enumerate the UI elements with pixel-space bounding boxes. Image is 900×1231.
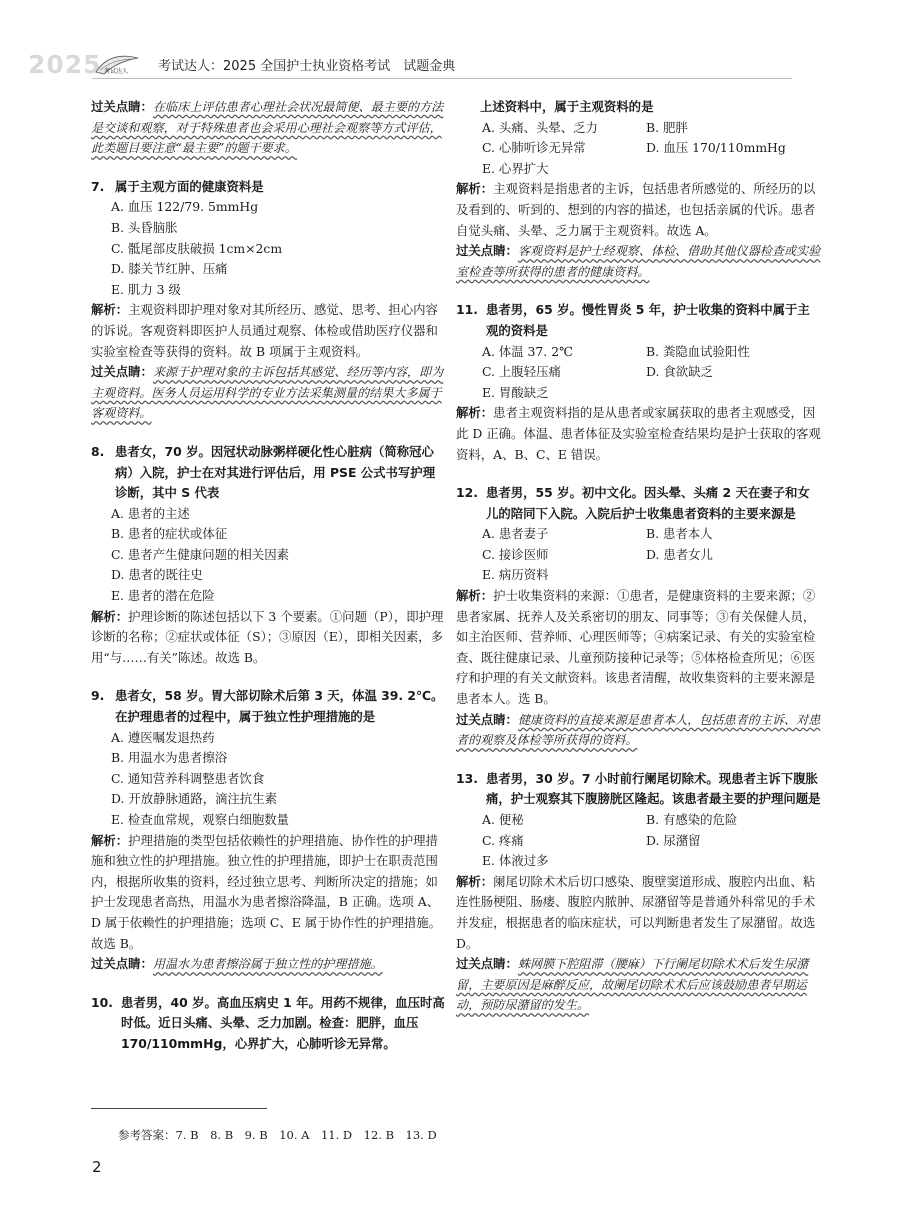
question-10-analysis: 解析：主观资料是指患者的主诉，包括患者所感觉的、所经历的以及看到的、听到的、想到的内容的描述，也包括亲属的代诉。患者自觉头痛、头晕、乏力属于主观资料。故选 A。: [456, 181, 816, 238]
option: B. 患者的症状或体征: [111, 526, 228, 542]
question-10-options: [456, 118, 821, 180]
header-rule: [92, 78, 792, 79]
svg-text:考试达人: 考试达人: [104, 68, 129, 75]
option: D. 患者女儿: [646, 546, 713, 562]
option: D. 食欲缺乏: [646, 364, 713, 380]
question-12-stem: 12. 患者男，55 岁。初中文化。因头晕、头痛 2 天在妻子和女儿的陪同下入院。入院后护士收集患者资料的主要来源是: [456, 485, 810, 521]
option: E. 心界扩大: [482, 160, 549, 176]
question-10-tip: 过关点睛：客观资料是护士经观察、体检、借助其他仪器检查或实验室检查等所获得的患者的健康资料。: [456, 243, 821, 279]
question-9-tip: 过关点睛：用温水为患者擦浴属于独立性的护理措施。: [91, 956, 383, 972]
answer-key: 参考答案：7. B 8. B 9. B 10. A 11. D 12. B 13. D: [118, 1128, 437, 1142]
question-13-analysis: 解析：阑尾切除术术后切口感染、腹壁窦道形成、腹腔内出血、粘连性肠梗阻、肠瘘、腹腔内脓肿、尿潴留等是普通外科常见的手术并发症，根据患者的临床症状，可以判断患者发生了尿潴留。故选 D。: [456, 873, 816, 951]
option: A. 患者的主述: [111, 505, 190, 521]
left-column: [91, 97, 446, 1055]
option: A. 血压 122/79. 5mmHg: [111, 199, 259, 215]
option: A. 头痛、头晕、乏力: [482, 119, 598, 135]
question-12-analysis: 解析：护士收集资料的来源：①患者，是健康资料的主要来源；②患者家属、抚养人及关系密切的朋友、同事等；③有关保健人员，如主治医师、营养师、心理医师等；④病案记录、有关的实验室检查、既往健康记录、儿童预防接种记录等；⑤体格检查所见；⑥医疗和护理的有关文献资料。该患者清醒，故收集资料的主要来源是患者本人。选 B。: [456, 588, 816, 707]
question-11-stem: 11. 患者男，65 岁。慢性胃炎 5 年，护士收集的资料中属于主观的资料是: [456, 302, 810, 338]
option: B. 肥胖: [646, 119, 688, 135]
question-10-stem: 10. 患者男，40 岁。高血压病史 1 年。用药不规律，血压时高时低。近日头痛、头晕、乏力加剧。检查：肥胖，血压 170/110mmHg，心界扩大，心肺听诊无异常。: [91, 994, 445, 1051]
option: C. 心肺听诊无异常: [482, 140, 586, 156]
question-13-tip: 过关点睛：蛛网膜下腔阻滞（腰麻）下行阑尾切除术术后发生尿潴留，主要原因是麻醉反应，故阑尾切除术术后应该鼓励患者早期运动，预防尿潴留的发生。: [456, 956, 809, 1013]
footnote-rule: [91, 1108, 267, 1109]
option: A. 患者妻子: [482, 526, 549, 542]
option: E. 病历资料: [482, 567, 549, 583]
question-13-options: [456, 810, 821, 872]
option: C. 患者产生健康问题的相关因素: [111, 546, 289, 562]
option: B. 有感染的危险: [646, 812, 738, 827]
option: D. 开放静脉通路，滴注抗生素: [111, 791, 278, 807]
option: A. 便秘: [482, 812, 524, 827]
option: B. 用温水为患者擦浴: [111, 750, 228, 766]
question-13-stem: 13. 患者男，30 岁。7 小时前行阑尾切除术。现患者主诉下腹胀痛，护士观察其下腹膀胱区隆起。该患者最主要的护理问题是: [456, 770, 821, 807]
question-8-analysis: 解析：护理诊断的陈述包括以下 3 个要素。①问题（P），即护理诊断的名称；②症状或体征（S）；③原因（E），即相关因素，多用“与……有关”陈述。故选 B。: [91, 608, 444, 665]
option: D. 膝关节红肿、压痛: [111, 261, 228, 277]
option: B. 头昏脑胀: [111, 219, 178, 235]
question-10-substem: 上述资料中，属于主观资料的是: [480, 99, 654, 114]
option: C. 接诊医师: [482, 546, 549, 562]
option: C. 上腹轻压痛: [482, 364, 561, 380]
page-number: 2: [92, 1158, 102, 1176]
page-header: [0, 0, 900, 84]
option: C. 骶尾部皮肤破损 1cm×2cm: [111, 240, 283, 256]
brand-logo: [92, 52, 144, 76]
question-7-tip: 过关点睛：来源于护理对象的主诉包括其感觉、经历等内容，即为主观资料。医务人员运用科学的专业方法采集测量的结果大多属于客观资料。: [91, 364, 444, 421]
option: E. 检查血常规，观察白细胞数量: [111, 812, 290, 827]
header-year-watermark: 2025: [28, 50, 102, 79]
question-8-stem: 8. 患者女，70 岁。因冠状动脉粥样硬化性心脏病（简称冠心病）入院，护士在对其进行评估后，用 PSE 公式书写护理诊断，其中 S 代表: [91, 443, 436, 501]
question-11-options: [456, 342, 821, 404]
question-8-options: [91, 504, 446, 607]
option: E. 患者的潜在危险: [111, 588, 215, 604]
option: D. 患者的既往史: [111, 567, 203, 583]
option: E. 胃酸缺乏: [482, 384, 549, 400]
question-9-options: [91, 728, 446, 831]
question-9-stem: 9. 患者女，58 岁。胃大部切除术后第 3 天，体温 39. 2℃。在护理患者的过程中，属于独立性护理措施的是: [91, 688, 444, 725]
right-column: [456, 97, 821, 1016]
option: B. 粪隐血试验阳性: [646, 343, 750, 359]
option: E. 体液过多: [482, 853, 549, 869]
option: D. 血压 170/110mmHg: [646, 140, 786, 156]
option: E. 肌力 3 级: [111, 281, 181, 297]
question-12-tip: 过关点睛：健康资料的直接来源是患者本人，包括患者的主诉、对患者的观察及体检等所获得的资料。: [456, 711, 821, 748]
question-7-options: [91, 197, 446, 300]
question-11-analysis: 解析：患者主观资料指的是从患者或家属获取的患者主观感受，因此 D 正确。体温、患者体征及实验室检查结果均是护士获取的客观资料，A、B、C、E 错误。: [456, 405, 821, 462]
tip-block: 过关点睛：在临床上评估患者心理社会状况最简便、最主要的方法是交谈和观察，对于特殊患者也会采用心理社会观察等方式评估，此类题目要注意“最主要”的题干要求。: [91, 99, 444, 156]
option: A. 遵医嘱发退热药: [111, 729, 215, 745]
option: B. 患者本人: [646, 526, 713, 542]
question-12-options: [456, 524, 821, 586]
question-7-stem: 7. 属于主观方面的健康资料是: [91, 178, 264, 194]
question-9-analysis: 解析：护理措施的类型包括依赖性的护理措施、协作性的护理措施和独立性的护理措施。独立性的护理措施，即护士在职责范围内，根据所收集的资料，经过独立思考、判断所决定的措施；如护士发现患者高热，用温水为患者擦浴降温，B 正确。选项 A、D 属于依赖性的护理措施；选项 C、E 属于协作性的护理措施。故选 B。: [91, 832, 442, 951]
option: D. 尿潴留: [646, 832, 701, 848]
header-title: 考试达人：2025 全国护士执业资格考试 试题金典: [158, 59, 456, 74]
option: A. 体温 37. 2℃: [482, 343, 573, 359]
question-7-analysis: 解析：主观资料即护理对象对其所经历、感觉、思考、担心内容的诉说。客观资料即医护人员通过观察、体检或借助医疗仪器和实验室检查等获得的资料。故 B 项属于主观资料。: [91, 302, 438, 359]
option: C. 通知营养科调整患者饮食: [111, 770, 265, 786]
option: C. 疼痛: [482, 832, 524, 848]
